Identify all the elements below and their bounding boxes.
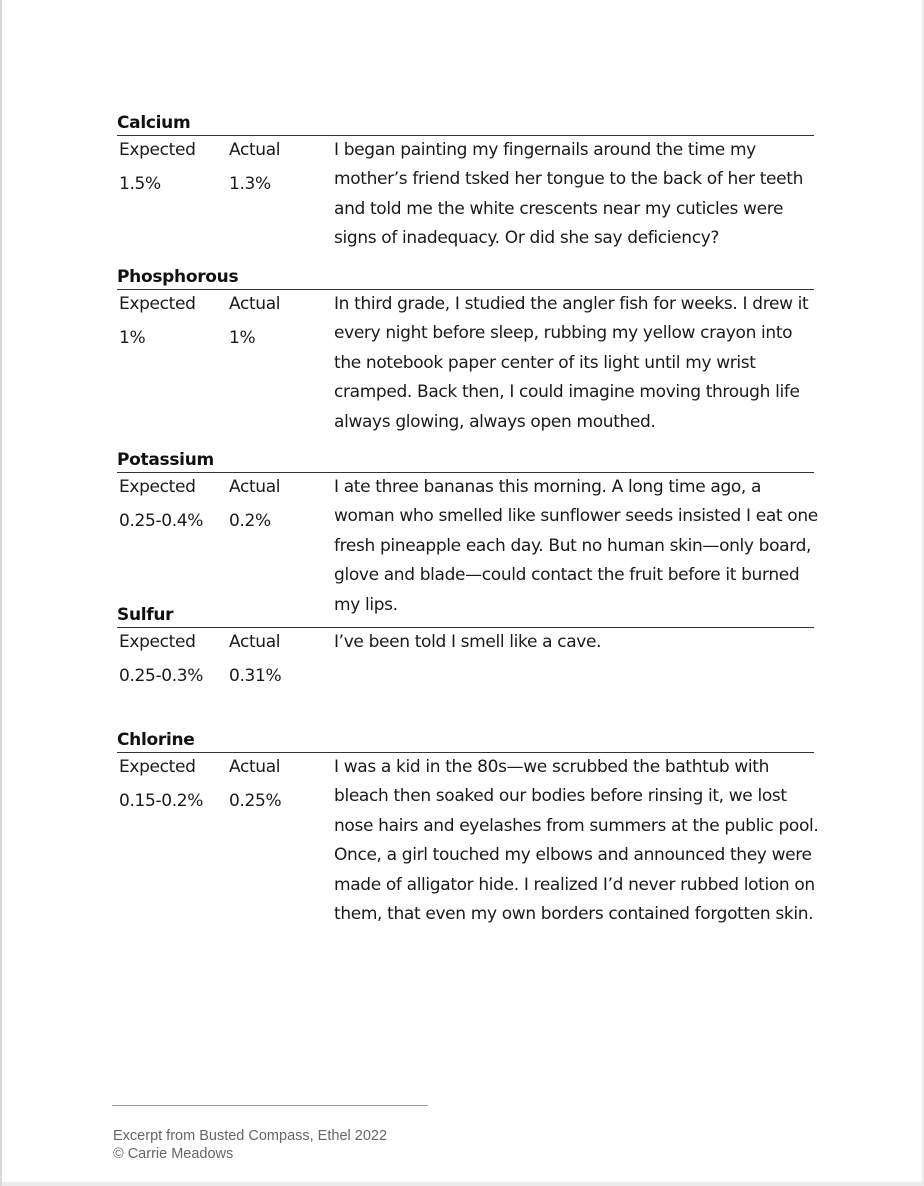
section-title: Phosphorous bbox=[117, 267, 239, 287]
actual-label: Actual bbox=[229, 757, 281, 777]
section-title: Chlorine bbox=[117, 730, 195, 750]
expected-label: Expected bbox=[119, 140, 196, 160]
footer-source: Excerpt from Busted Compass, Ethel 2022 bbox=[113, 1128, 388, 1144]
section-text: I began painting my fingernails around the time my mother’s friend tsked her tongue to the back of her teeth and told me the white crescents near my cuticles were signs of inadequacy. Or did she say deficiency? bbox=[334, 140, 804, 249]
section-text: In third grade, I studied the angler fish for weeks. I drew it every night before sleep, rubbing my yellow crayon into the notebook paper center of its light until my wrist cramped. Back then, I could imagine moving through life always glowing, always open mouthed. bbox=[334, 294, 809, 432]
actual-column bbox=[229, 753, 329, 817]
actual-value: 0.2% bbox=[229, 511, 271, 532]
section-chlorine bbox=[117, 730, 819, 925]
section-text: I ate three bananas this morning. A long time ago, a woman who smelled like sunflower seeds insisted I eat one fresh pineapple each day. But no human skin—only board, glove and blade—could contact the fruit before it burned my lips. bbox=[334, 477, 818, 615]
page-edge bbox=[2, 1182, 924, 1186]
expected-value: 1.5% bbox=[119, 174, 161, 195]
section-title: Calcium bbox=[117, 113, 191, 133]
expected-column bbox=[119, 473, 227, 537]
expected-label: Expected bbox=[119, 757, 196, 777]
footer-divider bbox=[112, 1105, 428, 1106]
expected-label: Expected bbox=[119, 294, 196, 314]
actual-label: Actual bbox=[229, 477, 281, 497]
section-phosphorous bbox=[117, 267, 814, 432]
expected-column bbox=[119, 290, 227, 354]
expected-column bbox=[119, 753, 227, 817]
actual-column bbox=[229, 136, 329, 200]
section-sulfur bbox=[117, 605, 814, 687]
expected-label: Expected bbox=[119, 632, 196, 652]
footer-copyright: © Carrie Meadows bbox=[113, 1146, 234, 1162]
actual-column bbox=[229, 628, 329, 692]
actual-value: 1.3% bbox=[229, 174, 271, 195]
expected-label: Expected bbox=[119, 477, 196, 497]
footer bbox=[113, 1127, 387, 1163]
expected-column bbox=[119, 136, 227, 200]
actual-label: Actual bbox=[229, 140, 281, 160]
actual-value: 0.25% bbox=[229, 791, 282, 812]
expected-value: 0.15-0.2% bbox=[119, 791, 204, 812]
section-calcium bbox=[117, 113, 814, 249]
expected-value: 0.25-0.4% bbox=[119, 511, 204, 532]
section-title: Potassium bbox=[117, 450, 214, 470]
section-title: Sulfur bbox=[117, 605, 174, 625]
actual-value: 1% bbox=[229, 328, 256, 349]
actual-value: 0.31% bbox=[229, 666, 282, 687]
section-text: I was a kid in the 80s—we scrubbed the bathtub with bleach then soaked our bodies before rinsing it, we lost nose hairs and eyelashes from summers at the public pool. Once, a girl touched my elbows and announced they were made of alligator hide. I realized I’d never rubbed lotion on them, that even my own borders contained forgotten skin. bbox=[334, 757, 819, 925]
actual-label: Actual bbox=[229, 632, 281, 652]
actual-column bbox=[229, 290, 329, 354]
expected-column bbox=[119, 628, 227, 692]
actual-column bbox=[229, 473, 329, 537]
expected-value: 1% bbox=[119, 328, 146, 349]
expected-value: 0.25-0.3% bbox=[119, 666, 204, 687]
section-text: I’ve been told I smell like a cave. bbox=[334, 632, 602, 652]
actual-label: Actual bbox=[229, 294, 281, 314]
